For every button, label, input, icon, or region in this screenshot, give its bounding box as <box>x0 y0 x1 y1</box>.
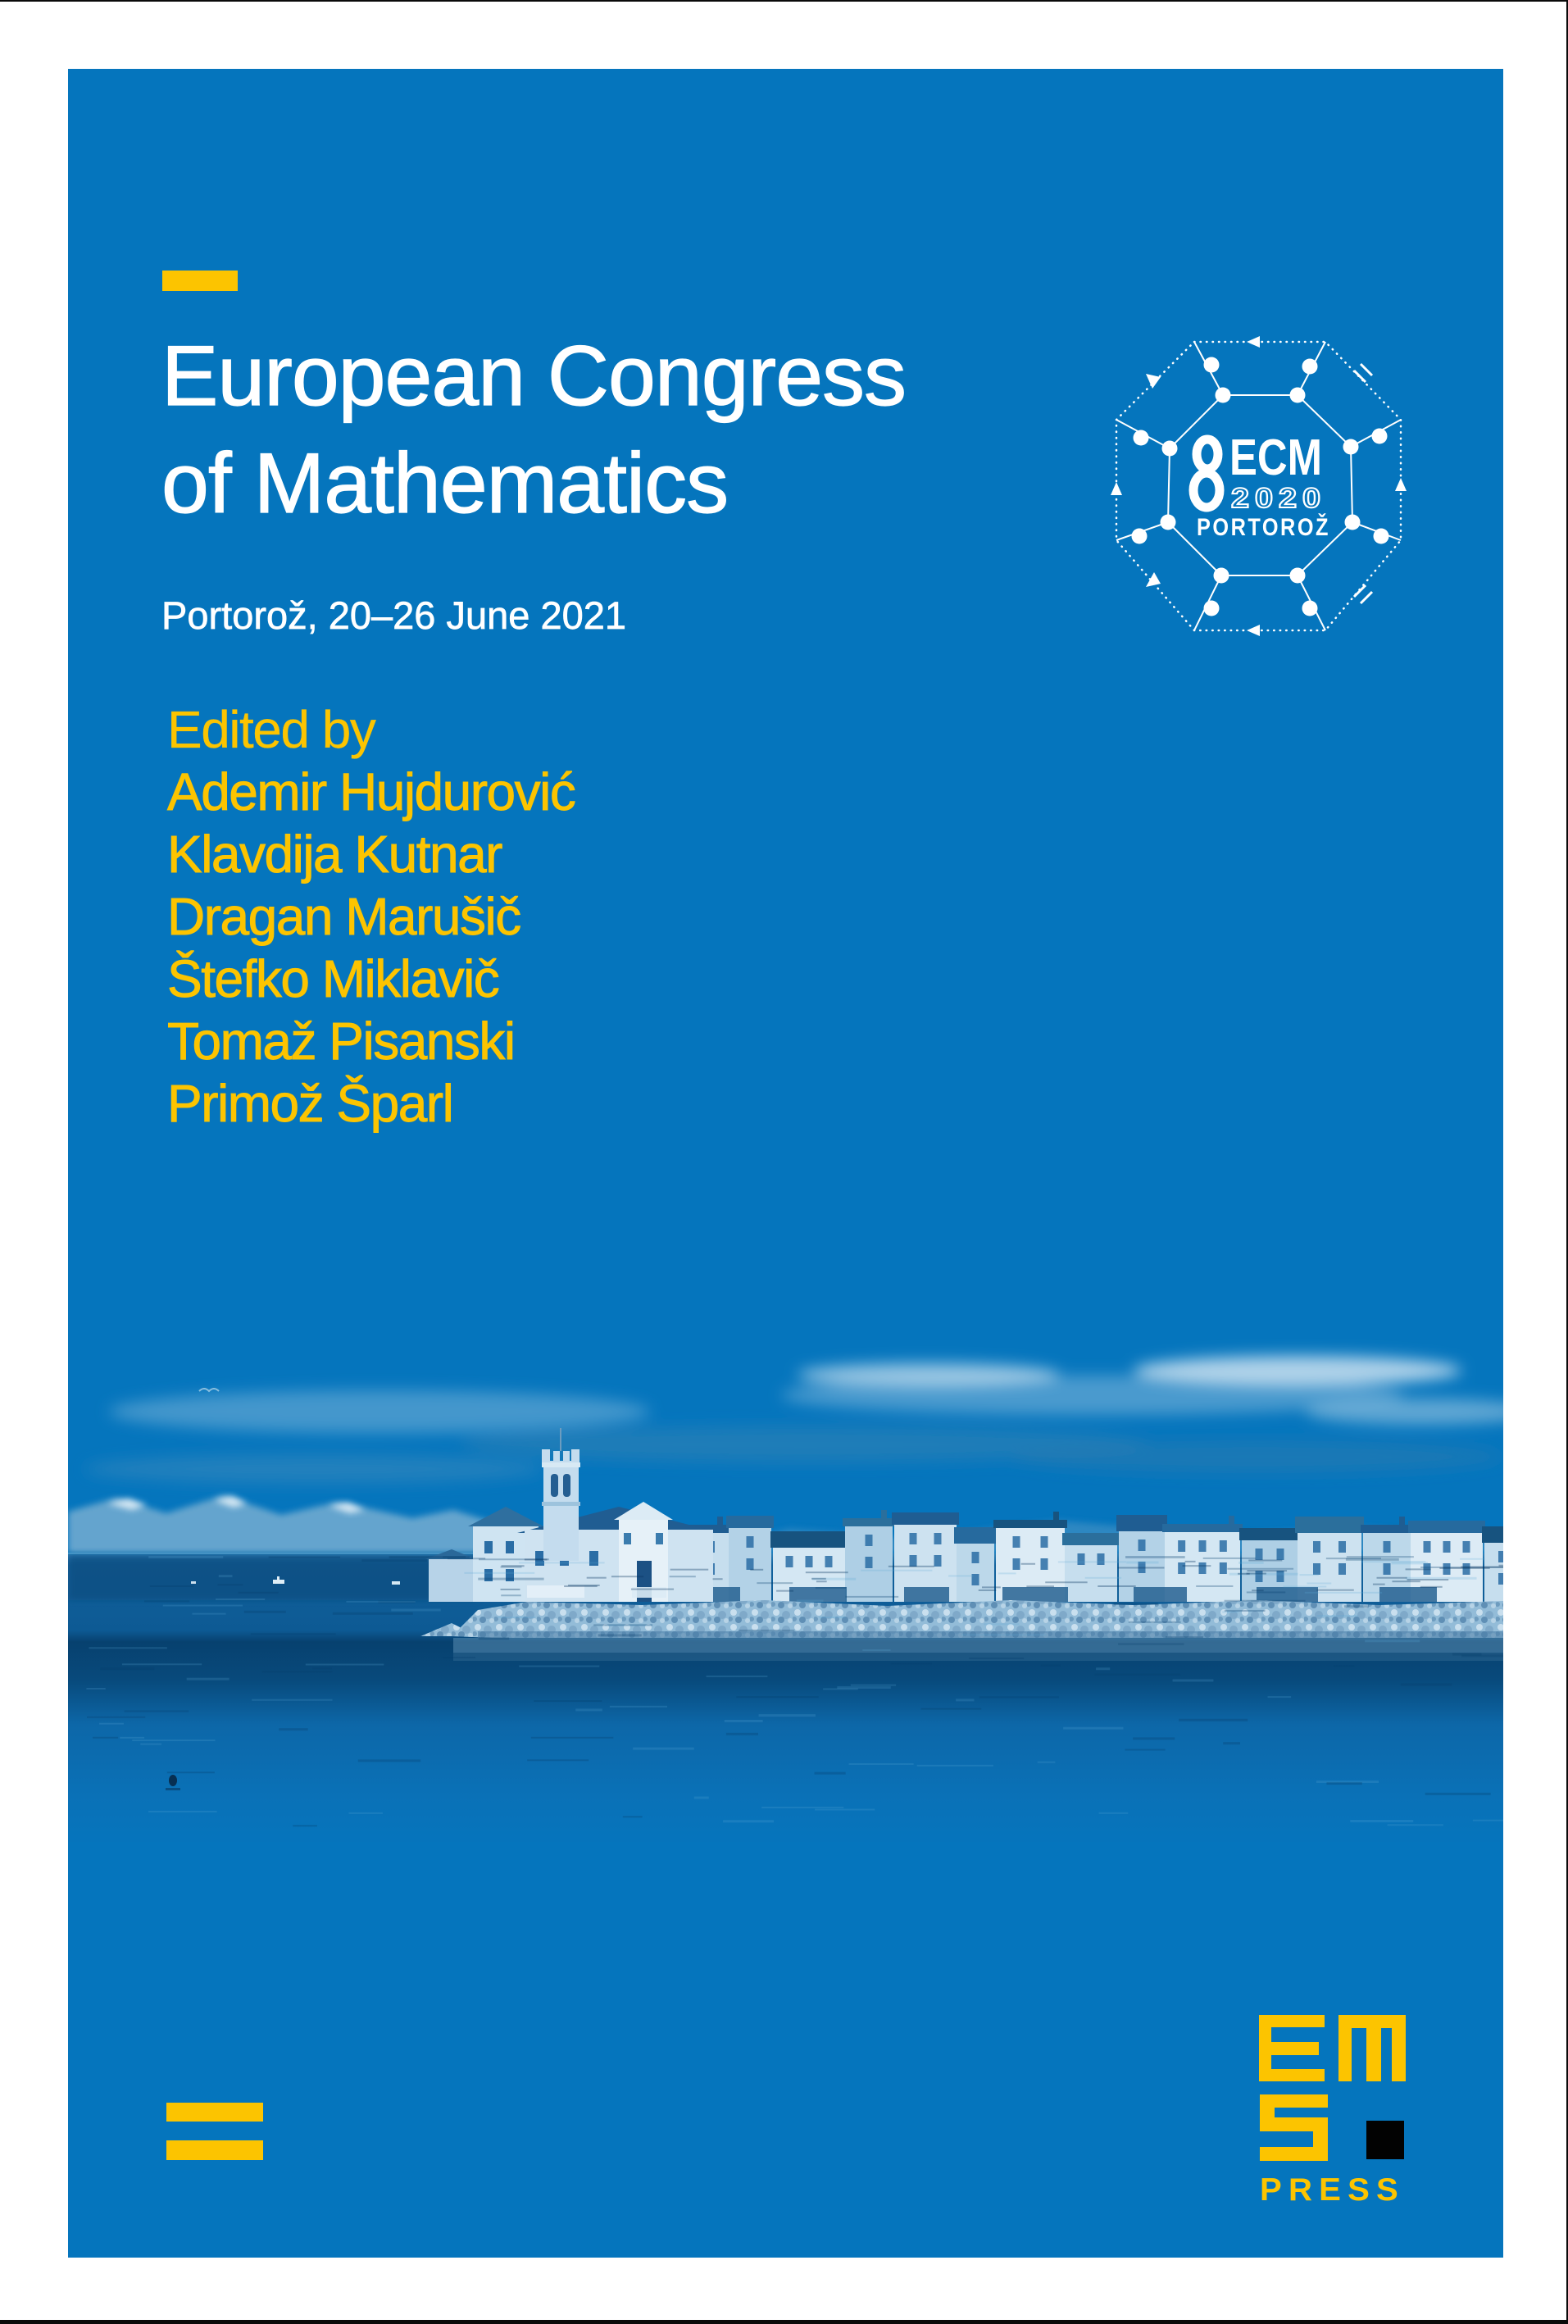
editors-block <box>167 698 575 1135</box>
breakwater-rocks <box>420 1600 1503 1661</box>
editor-name: Ademir Hujdurović <box>167 762 575 821</box>
bird-icon <box>199 1389 219 1391</box>
editor-name: Štefko Miklavič <box>167 949 499 1008</box>
book-title <box>161 323 906 538</box>
equals-bar-top <box>166 2103 263 2122</box>
event-location-date: Portorož, 20–26 June 2021 <box>161 594 627 637</box>
ecm-year: 2020 <box>1231 483 1326 514</box>
title-line-2: of Mathematics <box>161 436 729 531</box>
edited-by-label: Edited by <box>167 700 375 759</box>
accent-dash <box>162 271 238 291</box>
book-cover <box>68 69 1503 2258</box>
press-label: PRESS <box>1260 2172 1405 2207</box>
ecm-2020-logo <box>1090 313 1418 641</box>
editor-name: Klavdija Kutnar <box>167 825 502 884</box>
horizon-line <box>68 1553 494 1554</box>
ecm-city: PORTOROŽ <box>1197 514 1356 541</box>
editor-name: Tomaž Pisanski <box>167 1012 515 1071</box>
ems-press-logo <box>1254 2010 1410 2207</box>
edge-double-ticks <box>1354 364 1372 603</box>
black-square-icon <box>1366 2121 1404 2159</box>
editor-name: Dragan Marušič <box>167 887 520 946</box>
ecm-acronym: ECM <box>1229 430 1322 486</box>
ems-letter-e <box>1259 2015 1325 2081</box>
editor-name: Primož Šparl <box>167 1074 453 1133</box>
figure-eight-icon <box>1193 439 1220 507</box>
title-line-1: European Congress <box>161 329 907 424</box>
equals-icon <box>166 2103 263 2160</box>
ems-letter-m <box>1338 2015 1406 2081</box>
ecm-logo-text <box>1193 430 1356 541</box>
ems-letter-s <box>1260 2094 1328 2161</box>
equals-bar-bottom <box>166 2140 263 2160</box>
clouds <box>84 1356 1503 1484</box>
